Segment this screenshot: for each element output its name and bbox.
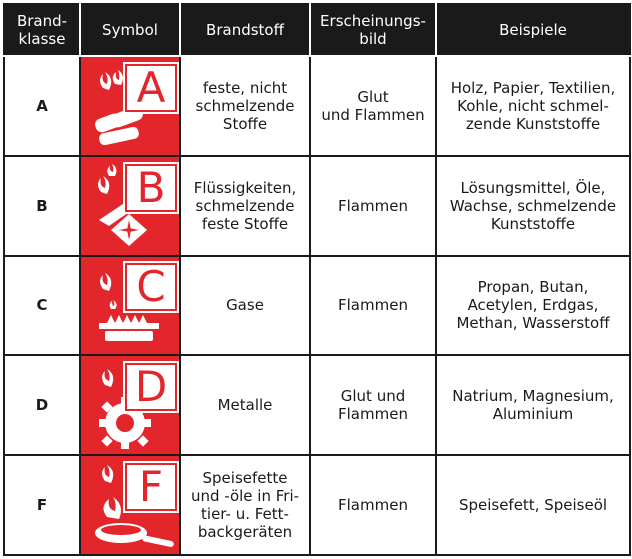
brandklasse-cell: F (4, 455, 80, 555)
cell-line: Flammen (338, 196, 408, 215)
cell-line: Natrium, Magnesium, (452, 387, 614, 406)
header-line: Erscheinungs- (320, 12, 426, 30)
brandstoff-cell (180, 56, 310, 156)
cell-line: Kohle, nicht schmel- (457, 96, 609, 115)
header-brandstoff (180, 4, 310, 56)
symbol-cell (80, 256, 180, 356)
cell-line: Holz, Papier, Textilien, (450, 78, 616, 97)
cell-line: feste Stoffe (201, 214, 289, 233)
fire-classes-table (3, 3, 631, 556)
beispiele-cell (436, 256, 630, 356)
header-erscheinungsbild (310, 4, 436, 56)
cell-line: Kunststoffe (490, 214, 576, 233)
class-letter-box (125, 64, 177, 112)
fire-class-symbol (85, 58, 181, 154)
beispiele-cell (436, 156, 630, 256)
header-line: Brand- (16, 12, 68, 30)
header-line: Brandstoff (206, 21, 284, 39)
brandstoff-cell (180, 256, 310, 356)
fire-classes-sheet (3, 3, 629, 556)
beispiele-cell (436, 355, 630, 455)
cell-line: Methan, Wasserstoff (456, 314, 610, 333)
class-letter: F (138, 462, 164, 512)
cell-line: und -öle in Fri- (190, 487, 300, 506)
fire-class-symbol (85, 257, 181, 353)
class-letter: D (134, 362, 168, 412)
cell-line: Metalle (217, 396, 273, 415)
cell-line: Lösungsmittel, Öle, (460, 178, 606, 197)
cell-line: Glut (357, 87, 389, 106)
fire-class-symbol (85, 457, 181, 553)
class-letter: C (136, 262, 166, 312)
cell-line: Flüssigkeiten, (193, 178, 297, 197)
class-letter-box (125, 263, 177, 311)
class-letter: B (136, 162, 166, 212)
symbol-cell (80, 355, 180, 455)
header-line: bild (359, 30, 387, 48)
header-line: Beispiele (499, 21, 567, 39)
class-letter-box (125, 164, 177, 212)
cell-line: Glut und (340, 387, 406, 406)
fire-class-symbol (85, 357, 181, 453)
brandstoff-cell (180, 455, 310, 555)
cell-line: backgeräten (197, 523, 293, 542)
table-row (4, 56, 630, 156)
brandklasse-cell: A (4, 56, 80, 156)
table-row (4, 156, 630, 256)
cell-line: Speisefett, Speiseöl (458, 496, 608, 515)
cell-line: Wachse, schmelzende (449, 196, 617, 215)
class-letter-box (125, 363, 177, 411)
erscheinungsbild-cell (310, 156, 436, 256)
cell-line: tier- u. Fett- (201, 505, 289, 524)
table-row (4, 256, 630, 356)
cell-line: und Flammen (321, 105, 425, 124)
cell-line: Acetylen, Erdgas, (467, 296, 599, 315)
header-line: Symbol (102, 21, 158, 39)
beispiele-cell (436, 455, 630, 555)
brandklasse-cell: D (4, 355, 80, 455)
brandklasse-cell: B (4, 156, 80, 256)
cell-line: Propan, Butan, (477, 278, 589, 297)
header-symbol (80, 4, 180, 56)
brandstoff-cell (180, 156, 310, 256)
cell-line: Aluminium (492, 405, 574, 424)
cell-line: Flammen (338, 496, 408, 515)
cell-line: feste, nicht (202, 78, 288, 97)
header-row (4, 4, 630, 56)
symbol-cell (80, 156, 180, 256)
header-beispiele (436, 4, 630, 56)
cell-line: schmelzende (195, 96, 295, 115)
cell-line: Flammen (338, 405, 408, 424)
erscheinungsbild-cell (310, 355, 436, 455)
erscheinungsbild-cell (310, 56, 436, 156)
table-row (4, 455, 630, 555)
cell-line: zende Kunststoffe (465, 114, 601, 133)
fire-class-symbol (85, 158, 181, 254)
brandstoff-cell (180, 355, 310, 455)
cell-line: Gase (226, 296, 264, 315)
brandklasse-cell: C (4, 256, 80, 356)
cell-line: Speisefette (202, 469, 288, 488)
beispiele-cell (436, 56, 630, 156)
cell-line: schmelzende (195, 196, 295, 215)
erscheinungsbild-cell (310, 455, 436, 555)
cell-line: Flammen (338, 296, 408, 315)
cell-line: Stoffe (222, 114, 268, 133)
symbol-cell (80, 455, 180, 555)
header-line: klasse (18, 30, 66, 48)
erscheinungsbild-cell (310, 256, 436, 356)
table-row (4, 355, 630, 455)
symbol-cell (80, 56, 180, 156)
class-letter: A (136, 62, 166, 112)
class-letter-box (125, 463, 177, 511)
header-brandklasse (4, 4, 80, 56)
